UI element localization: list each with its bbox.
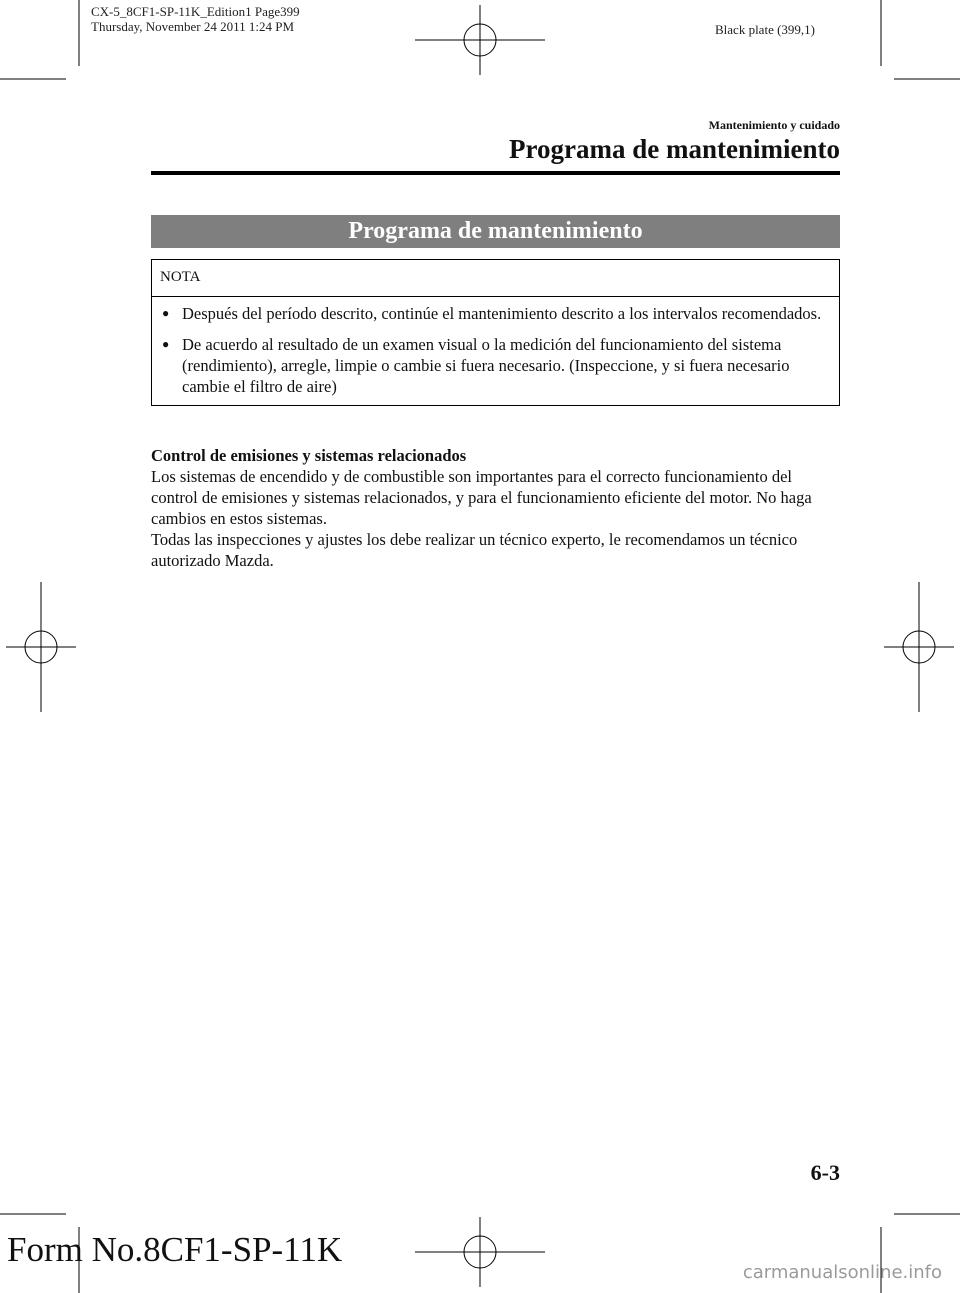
print-info-file: CX-5_8CF1-SP-11K_Edition1 Page399 [91, 4, 300, 19]
emissions-heading: Control de emisiones y sistemas relacionados [151, 446, 467, 465]
print-info [91, 4, 300, 34]
bullet-icon: ● [162, 337, 170, 351]
bullet-icon: ● [162, 306, 170, 320]
print-info-date: Thursday, November 24 2011 1:24 PM [91, 19, 295, 34]
list-item [162, 334, 829, 397]
section-banner: Programa de mantenimiento [151, 215, 840, 248]
note-box [151, 259, 840, 406]
section-title: Programa de mantenimiento [509, 134, 840, 164]
form-number: Form No.8CF1-SP-11K [7, 1230, 343, 1269]
page-number: 6-3 [810, 1160, 840, 1185]
emissions-section [151, 445, 840, 571]
note-item-text: De acuerdo al resultado de un examen visual o la medición del funcionamiento del sistema (rendimiento), arregle, limpie o cambie si fuera necesario. (Inspeccione, y si fuera necesario cambie el filtro de aire) [182, 335, 790, 396]
header-rule [151, 171, 840, 175]
list-item [162, 303, 829, 324]
plate-label: Black plate (399,1) [715, 22, 815, 37]
chapter-title: Mantenimiento y cuidado [708, 118, 840, 132]
note-item-text: Después del período descrito, continúe el mantenimiento descrito a los intervalos recomendados. [182, 304, 822, 323]
emissions-paragraph: Todas las inspecciones y ajustes los debe realizar un técnico experto, le recomendamos un técnico autorizado Mazda. [151, 530, 798, 570]
emissions-paragraph: Los sistemas de encendido y de combustible son importantes para el correcto funcionamiento del control de emisiones y sistemas relacionados, y para el funcionamiento eficiente del motor. No haga cambios en estos sistemas. [151, 467, 812, 528]
watermark: carmanualsonline.info [742, 1262, 942, 1283]
note-list [152, 297, 839, 405]
note-heading: NOTA [152, 260, 839, 297]
